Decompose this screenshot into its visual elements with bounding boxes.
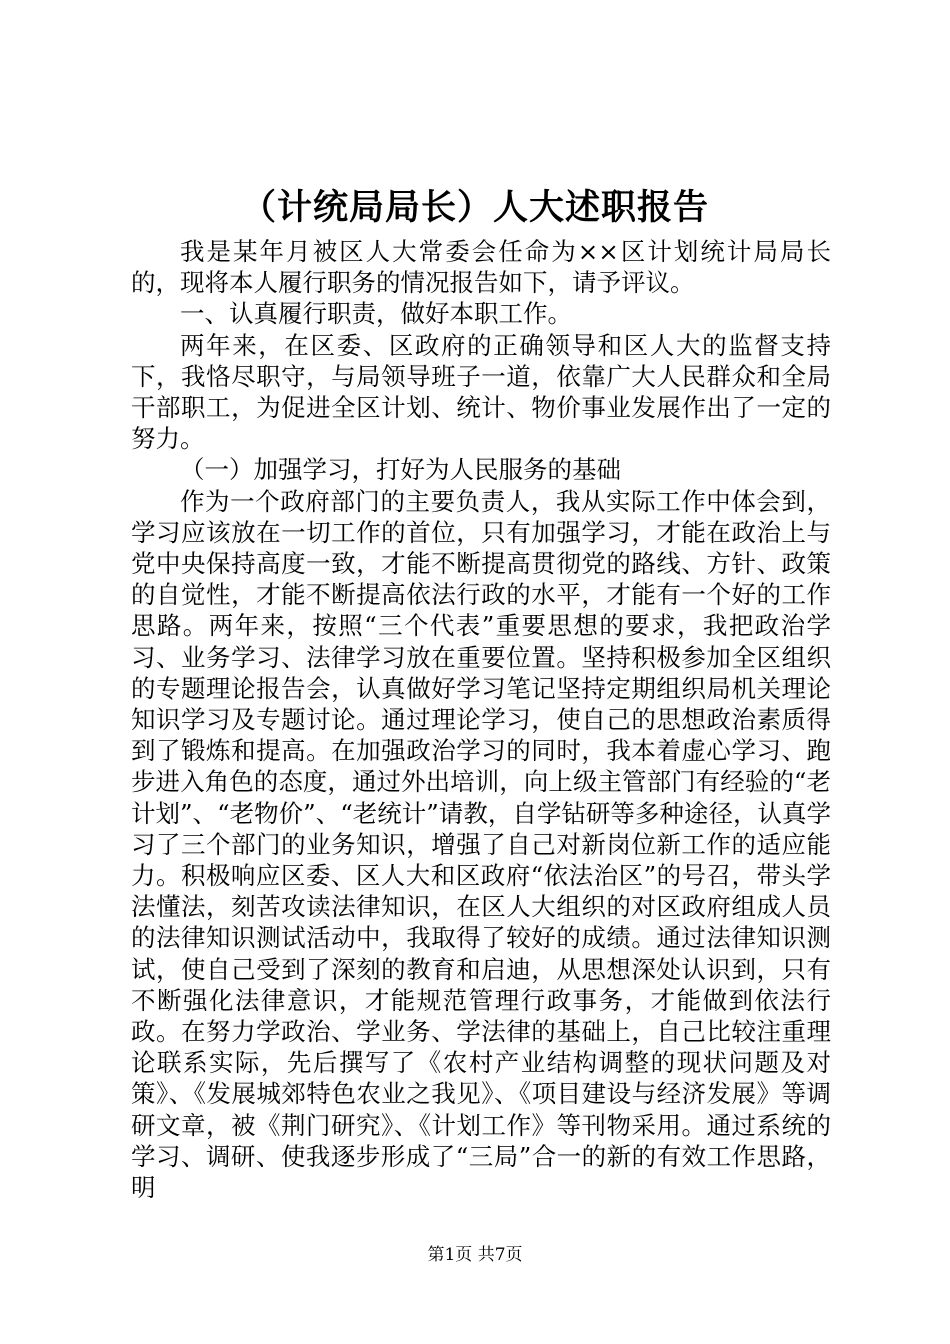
page-footer: 第1页 共7页 xyxy=(427,1245,523,1265)
paragraph: 两年来，在区委、区政府的正确领导和区人大的监督支持下，我恪尽职守，与局领导班子一道，依靠广大人民群众和全局干部职工，为促进全区计划、统计、物价事业发展作出了一定的努力。 xyxy=(131,330,831,454)
document-title: （计统局局长）人大述职报告 xyxy=(240,187,709,228)
paragraph: 我是某年月被区人大常委会任命为××区计划统计局局长的，现将本人履行职务的情况报告如下，请予评议。 xyxy=(131,237,831,298)
subsection-heading: （一）加强学习，打好为人民服务的基础 xyxy=(180,455,621,485)
document-body xyxy=(131,236,831,1203)
section-heading: 一、认真履行职责，做好本职工作。 xyxy=(180,299,572,329)
paragraph: 作为一个政府部门的主要负责人，我从实际工作中体会到，学习应该放在一切工作的首位，只有加强学习，才能在政治上与党中央保持高度一致，才能不断提高贯彻党的路线、方针、政策的自觉性，才能不断提高依法行政的水平，才能有一个好的工作思路。两年来，按照“三个代表”重要思想的要求，我把政治学习、业务学习、法律学习放在重要位置。坚持积极参加全区组织的专题理论报告会，认真做好学习笔记坚持定期组织局机关理论知识学习及专题讨论。通过理论学习，使自己的思想政治素质得到了锻炼和提高。在加强政治学习的同时，我本着虚心学习、跑步进入角色的态度，通过外出培训，向上级主管部门有经验的“老计划”、“老物价”、“老统计”请教，自学钻研等多种途径，认真学习了三个部门的业务知识，增强了自己对新岗位新工作的适应能力。积极响应区委、区人大和区政府“依法治区”的号召，带头学法懂法，刻苦攻读法律知识，在区人大组织的对区政府组成人员的法律知识测试活动中，我取得了较好的成绩。通过法律知识测试，使自己受到了深刻的教育和启迪，从思想深处认识到，只有不断强化法律意识，才能规范管理行政事务，才能做到依法行政。在努力学政治、学业务、学法律的基础上，自己比较注重理论联系实际，先后撰写了《农村产业结构调整的现状问题及对策》、《发展城郊特色农业之我见》、《项目建设与经济发展》等调研文章，被《荆门研究》、《计划工作》等刊物采用。通过系统的学习、调研、使我逐步形成了“三局”合一的新的有效工作思路，明 xyxy=(131,486,831,1203)
